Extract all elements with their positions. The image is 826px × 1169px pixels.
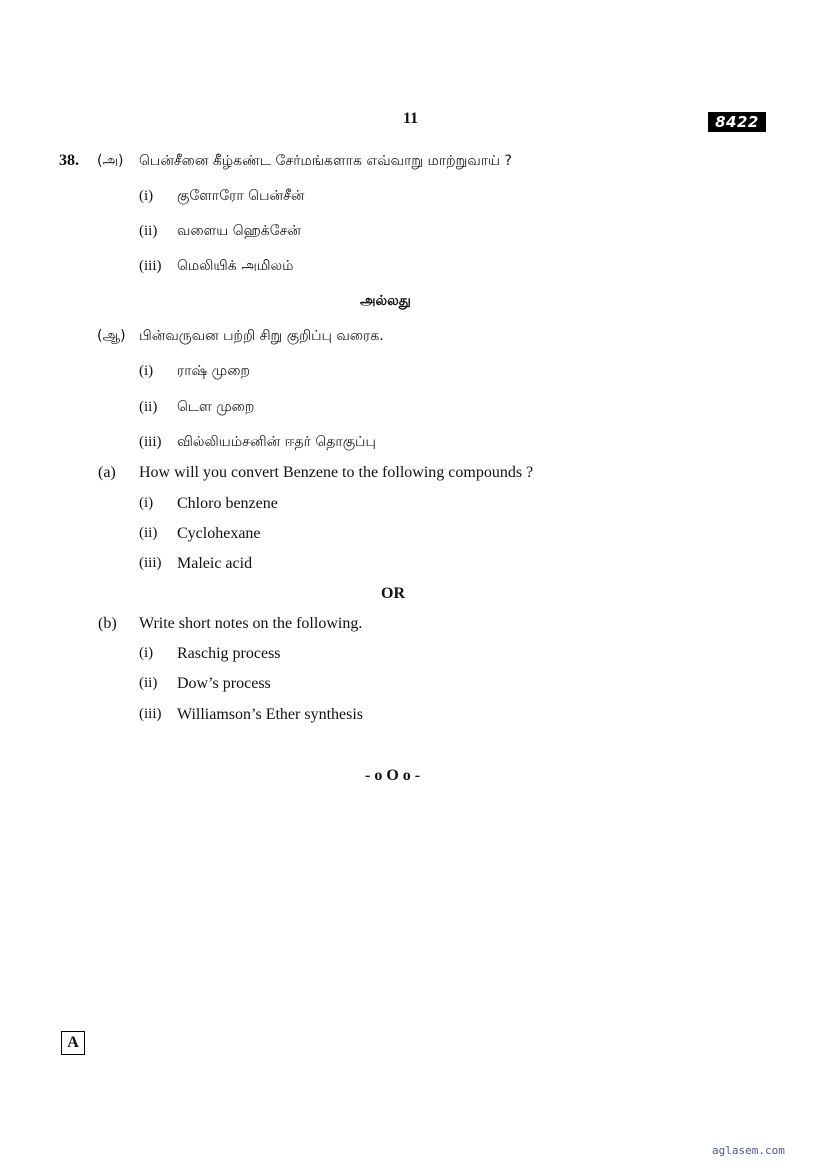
question-number: 38. (59, 152, 79, 169)
english-b-label: (b) (98, 615, 117, 632)
tamil-a-item-num: (iii) (139, 258, 162, 274)
tamil-or-divider: அல்லது (360, 293, 411, 309)
tamil-b-item-text: டௌ முறை (177, 399, 255, 415)
english-b-question: Write short notes on the following. (139, 615, 363, 632)
page-number: 11 (403, 110, 419, 127)
english-b-item-text: Dow’s process (177, 675, 271, 692)
tamil-a-item-text: குளோரோ பென்சீன் (177, 188, 305, 204)
english-a-item-num: (i) (139, 495, 154, 511)
tamil-a-item-num: (i) (139, 188, 154, 204)
english-b-item-text: Williamson’s Ether synthesis (177, 706, 364, 723)
english-a-item-num: (ii) (139, 525, 158, 541)
english-a-item-text: Maleic acid (177, 555, 253, 572)
tamil-b-item-text: ராஷ் முறை (177, 363, 250, 379)
english-a-item-text: Chloro benzene (177, 495, 278, 512)
tamil-b-question: பின்வருவன பற்றி சிறு குறிப்பு வரைக. (139, 328, 384, 344)
english-b-item-num: (i) (139, 645, 154, 661)
tamil-a-label: (அ) (97, 153, 124, 169)
watermark: aglasem.com (712, 1144, 785, 1157)
tamil-b-item-text: வில்லியம்சனின் ஈதர் தொகுப்பு (177, 434, 376, 450)
tamil-a-item-num: (ii) (139, 223, 158, 239)
english-a-question: How will you convert Benzene to the following compounds ? (139, 464, 534, 481)
tamil-b-item-num: (ii) (139, 399, 158, 415)
english-b-item-text: Raschig process (177, 645, 281, 662)
grade-box: A (61, 1031, 85, 1055)
paper-code-badge: 8422 (708, 112, 766, 132)
tamil-a-item-text: வளைய ஹெக்சேன் (177, 223, 302, 239)
tamil-b-item-num: (i) (139, 363, 154, 379)
tamil-a-item-text: மெலியிக் அமிலம் (177, 258, 294, 274)
tamil-a-question: பென்சீனை கீழ்கண்ட சேர்மங்களாக எவ்வாறு மாற்றுவாய் ? (139, 153, 512, 169)
english-or-divider: OR (381, 585, 405, 602)
english-b-item-num: (ii) (139, 675, 158, 691)
english-b-item-num: (iii) (139, 706, 162, 722)
english-a-item-num: (iii) (139, 555, 162, 571)
english-a-label: (a) (98, 464, 116, 481)
end-of-paper-mark: - o O o - (365, 767, 421, 784)
tamil-b-item-num: (iii) (139, 434, 162, 450)
tamil-b-label: (ஆ) (97, 328, 126, 344)
english-a-item-text: Cyclohexane (177, 525, 261, 542)
